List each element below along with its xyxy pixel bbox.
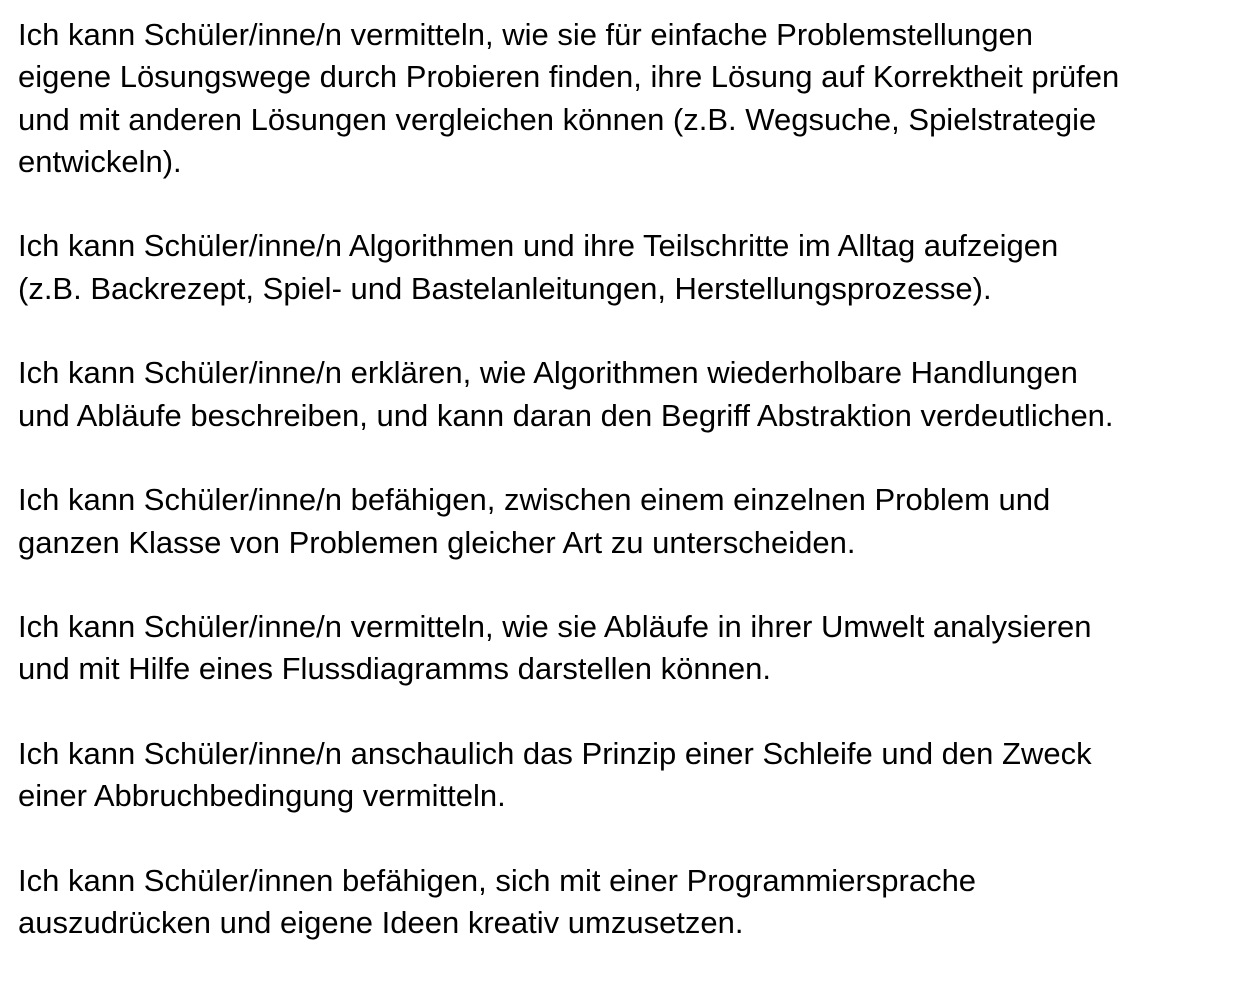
paragraph-line: ganzen Klasse von Problemen gleicher Art zu unterscheiden. — [18, 524, 856, 560]
paragraph-line: Ich kann Schüler/inne/n befähigen, zwischen einem einzelnen Problem und — [18, 482, 1051, 518]
paragraph-5 — [18, 606, 1248, 691]
paragraph-line: und mit Hilfe eines Flussdiagramms darstellen können. — [18, 651, 771, 687]
paragraph-2 — [18, 225, 1248, 310]
paragraph-line: auszudrücken und eigene Ideen kreativ umzusetzen. — [18, 905, 744, 941]
paragraph-3 — [18, 352, 1248, 437]
paragraph-line: Ich kann Schüler/innen befähigen, sich mit einer Programmiersprache — [18, 862, 977, 898]
paragraph-line: Ich kann Schüler/inne/n anschaulich das Prinzip einer Schleife und den Zweck — [18, 736, 1092, 772]
paragraph-line: Ich kann Schüler/inne/n erklären, wie Algorithmen wiederholbare Handlungen — [18, 355, 1078, 391]
paragraph-line: und Abläufe beschreiben, und kann daran den Begriff Abstraktion verdeutlichen. — [18, 397, 1114, 433]
document-body — [18, 14, 1248, 987]
paragraph-1 — [18, 14, 1248, 183]
paragraph-line: entwickeln). — [18, 143, 182, 179]
paragraph-line: und mit anderen Lösungen vergleichen können (z.B. Wegsuche, Spielstrategie — [18, 101, 1097, 137]
paragraph-line: eigene Lösungswege durch Probieren finden, ihre Lösung auf Korrektheit prüfen — [18, 59, 1120, 95]
paragraph-line: einer Abbruchbedingung vermitteln. — [18, 778, 506, 814]
paragraph-line: (z.B. Backrezept, Spiel- und Bastelanleitungen, Herstellungsprozesse). — [18, 270, 992, 306]
paragraph-line: Ich kann Schüler/inne/n vermitteln, wie sie Abläufe in ihrer Umwelt analysieren — [18, 609, 1092, 645]
paragraph-7 — [18, 860, 1248, 945]
paragraph-4 — [18, 479, 1248, 564]
paragraph-6 — [18, 733, 1248, 818]
paragraph-line: Ich kann Schüler/inne/n Algorithmen und ihre Teilschritte im Alltag aufzeigen — [18, 228, 1059, 264]
paragraph-line: Ich kann Schüler/inne/n vermitteln, wie sie für einfache Problemstellungen — [18, 17, 1033, 52]
